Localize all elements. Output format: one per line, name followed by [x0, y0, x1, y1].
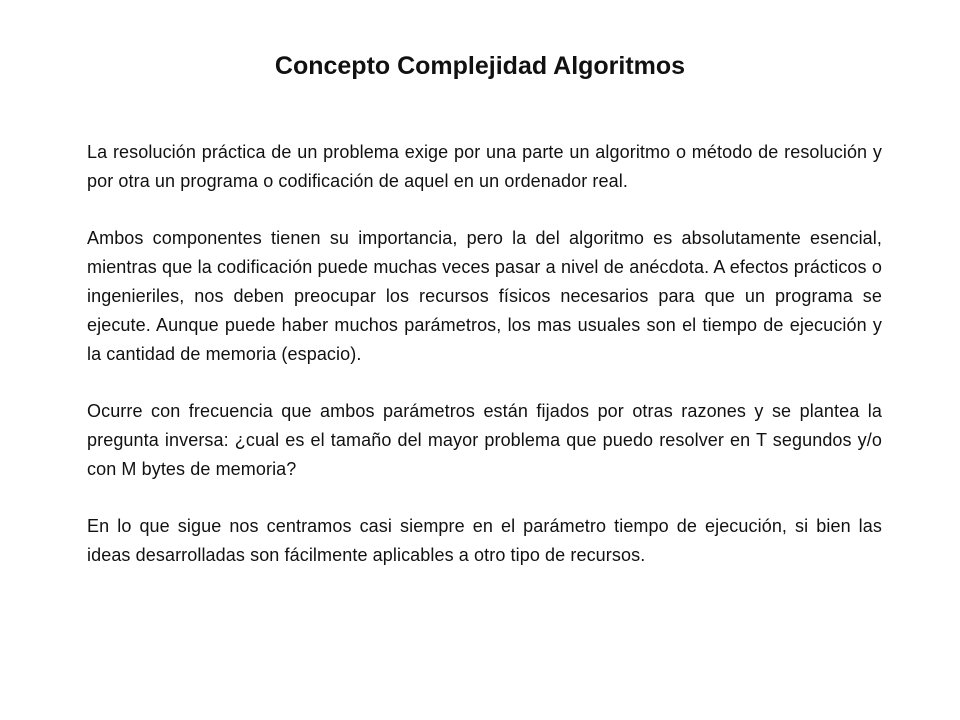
- slide-title: Concepto Complejidad Algoritmos: [274, 52, 686, 80]
- slide-body: [87, 138, 882, 598]
- paragraph-inverse-question: Ocurre con frecuencia que ambos parámetros están fijados por otras razones y se plantea la pregunta inversa: ¿cual es el tamaño del mayor problema que puedo resolver en T segundos y/o con M bytes de memoria?: [87, 401, 882, 479]
- paragraph-focus: En lo que sigue nos centramos casi siempre en el parámetro tiempo de ejecución, si bien las ideas desarrolladas son fácilmente aplicables a otro tipo de recursos.: [87, 516, 882, 565]
- paragraph-intro: La resolución práctica de un problema exige por una parte un algoritmo o método de resolución y por otra un programa o codificación de aquel en un ordenador real.: [87, 142, 882, 191]
- paragraph-components: Ambos componentes tienen su importancia, pero la del algoritmo es absolutamente esencial, mientras que la codificación puede muchas veces pasar a nivel de anécdota. A efectos prácticos o ingenieriles, nos deben preocupar los recursos físicos necesarios para que un programa se ejecute. Aunque puede haber muchos parámetros, los mas usuales son el tiempo de ejecución y la cantidad de memoria (espacio).: [87, 228, 882, 364]
